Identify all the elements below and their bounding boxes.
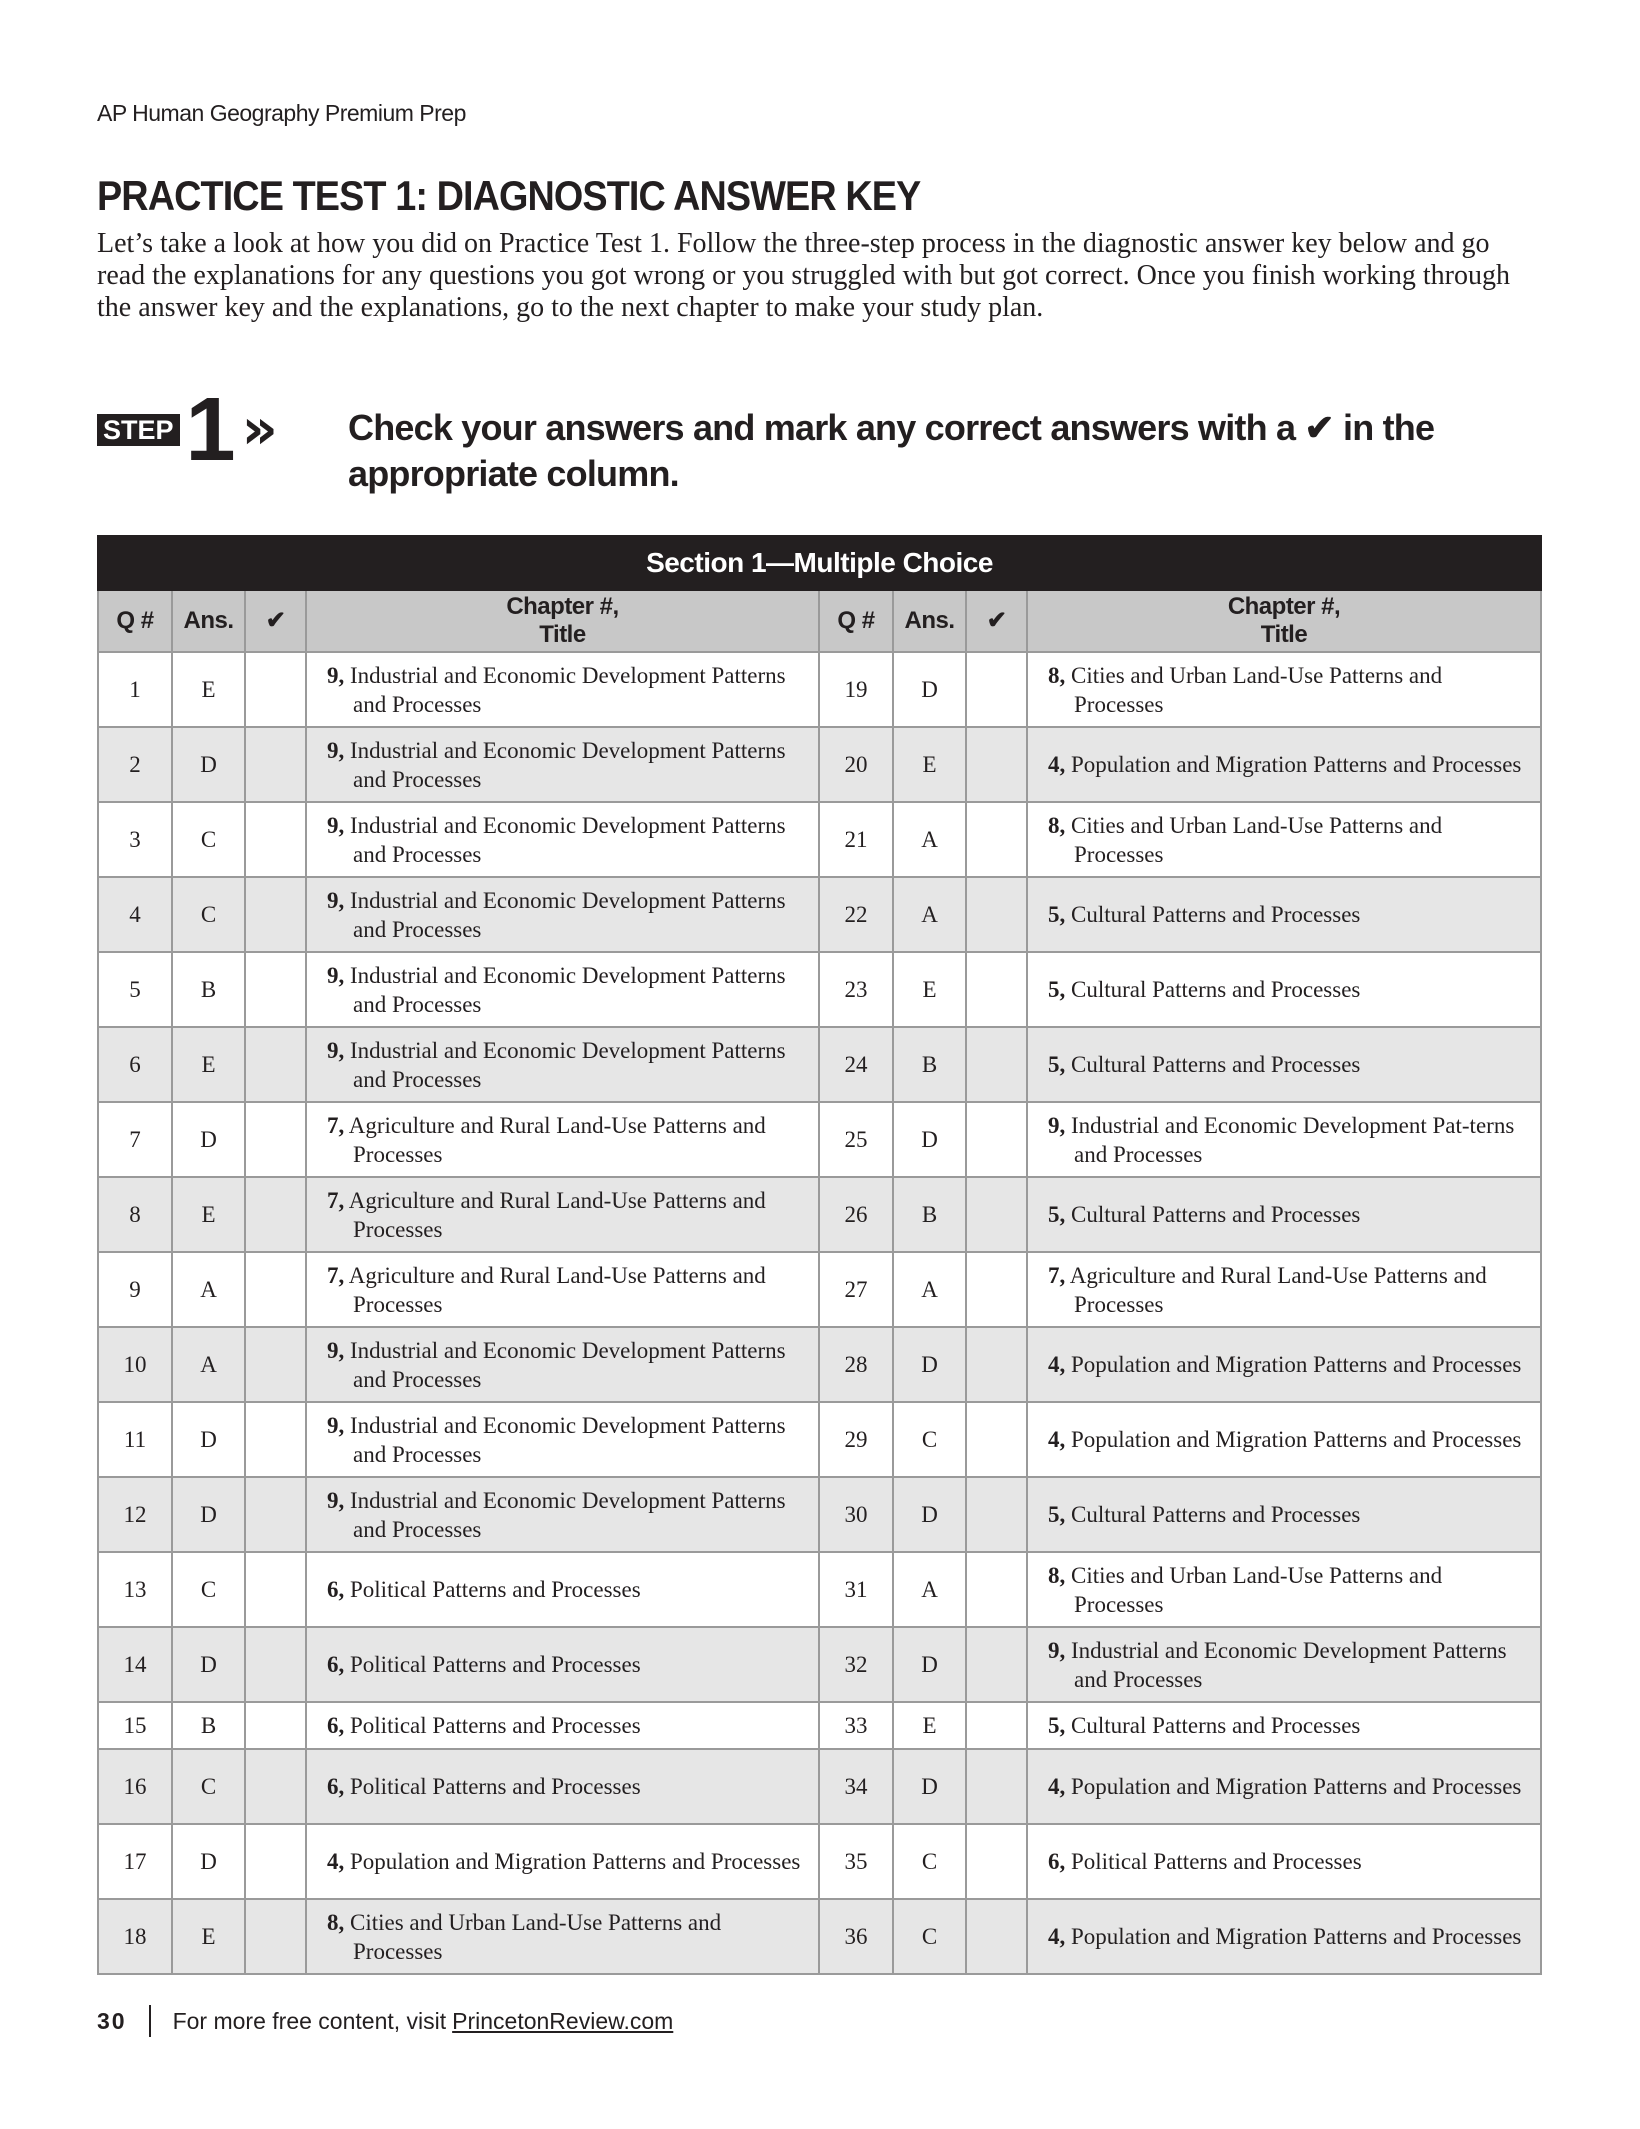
chapter-title: Agriculture and Rural Land-Use Patterns and Processes (348, 1112, 766, 1167)
chapter-entry (1048, 1111, 1524, 1169)
chapter-entry (327, 1411, 802, 1469)
chapter-number: 9, (327, 662, 345, 688)
chapter-entry (327, 1186, 802, 1244)
chapter-entry (1048, 750, 1524, 779)
chapter-number: 6, (327, 1774, 345, 1799)
question-number: 31 (819, 1552, 893, 1627)
chapter-number: 5, (1048, 1202, 1066, 1227)
chapter-title: Industrial and Economic Development Patterns and Processes (350, 962, 786, 1017)
question-number: 19 (819, 652, 893, 727)
chapter-title-cell (1027, 1252, 1541, 1327)
chapter-title-cell (306, 802, 819, 877)
check-cell[interactable] (245, 1027, 306, 1102)
chapter-entry (1048, 1711, 1524, 1740)
chapter-title: Cultural Patterns and Processes (1071, 902, 1361, 927)
answer-letter: D (172, 1102, 245, 1177)
check-cell[interactable] (245, 1702, 306, 1749)
q-header: Q # (819, 590, 893, 652)
chapter-title-cell (306, 1627, 819, 1702)
chapter-entry (327, 1575, 802, 1604)
chapter-entry (327, 886, 802, 944)
check-cell[interactable] (245, 1824, 306, 1899)
question-number: 32 (819, 1627, 893, 1702)
question-number: 13 (98, 1552, 172, 1627)
answer-letter: C (172, 1749, 245, 1824)
chapter-title-cell (1027, 1027, 1541, 1102)
chapter-number: 9, (1048, 1112, 1066, 1138)
question-number: 25 (819, 1102, 893, 1177)
check-cell[interactable] (966, 1702, 1027, 1749)
answer-letter: C (893, 1402, 966, 1477)
chapter-title-cell (306, 727, 819, 802)
chapter-number: 9, (327, 737, 345, 763)
question-number: 15 (98, 1702, 172, 1749)
chapter-title: Industrial and Economic Development Patterns and Processes (350, 1412, 786, 1467)
chapter-title-cell (306, 1027, 819, 1102)
chapter-entry (1048, 900, 1524, 929)
page-title: PRACTICE TEST 1: DIAGNOSTIC ANSWER KEY (97, 172, 921, 219)
question-number: 33 (819, 1702, 893, 1749)
chapter-title-cell (1027, 652, 1541, 727)
chapter-entry (327, 1261, 802, 1319)
answer-letter: D (893, 1749, 966, 1824)
princeton-review-link[interactable]: PrincetonReview.com (452, 2007, 674, 2034)
check-cell[interactable] (245, 727, 306, 802)
answer-letter: E (893, 1702, 966, 1749)
chapter-title: Industrial and Economic Development Patterns and Processes (350, 662, 786, 717)
answer-letter: E (893, 727, 966, 802)
answer-letter: A (893, 877, 966, 952)
check-cell[interactable] (245, 952, 306, 1027)
chapter-number: 4, (1048, 1924, 1066, 1949)
chapter-number: 5, (1048, 1713, 1066, 1738)
chapter-number: 9, (327, 962, 345, 988)
chapter-title-cell (306, 1702, 819, 1749)
question-number: 26 (819, 1177, 893, 1252)
answer-letter: D (893, 1627, 966, 1702)
chapter-title: Population and Migration Patterns and Processes (1071, 1924, 1522, 1949)
check-cell[interactable] (245, 1327, 306, 1402)
chapter-header (306, 590, 819, 652)
chapter-title-cell (1027, 1552, 1541, 1627)
chapter-title-cell (1027, 952, 1541, 1027)
check-cell[interactable] (966, 1824, 1027, 1899)
answer-letter: E (172, 1027, 245, 1102)
step-number: 1 (185, 380, 236, 480)
answer-letter: C (172, 802, 245, 877)
table-row (98, 1177, 1541, 1252)
double-chevron-icon: » (241, 397, 278, 462)
table-row (98, 1627, 1541, 1702)
chapter-entry (327, 1847, 802, 1876)
question-number: 1 (98, 652, 172, 727)
chapter-title: Cities and Urban Land-Use Patterns and Processes (1071, 662, 1443, 717)
chapter-number: 7, (1048, 1262, 1066, 1288)
answer-letter: B (893, 1177, 966, 1252)
chapter-number: 9, (327, 887, 345, 913)
chapter-number: 8, (1048, 1562, 1066, 1588)
chapter-title-cell (306, 1177, 819, 1252)
check-cell[interactable] (966, 952, 1027, 1027)
answer-letter: C (893, 1899, 966, 1974)
chapter-entry (1048, 1261, 1524, 1319)
table-row (98, 1402, 1541, 1477)
footer-divider (149, 2005, 151, 2037)
chapter-title-cell (1027, 1327, 1541, 1402)
check-cell[interactable] (966, 1749, 1027, 1824)
chapter-number: 4, (1048, 1774, 1066, 1799)
chapter-title: Industrial and Economic Development Patterns and Processes (1071, 1637, 1507, 1692)
question-number: 28 (819, 1327, 893, 1402)
chapter-title: Cultural Patterns and Processes (1071, 1502, 1361, 1527)
chapter-title: Cities and Urban Land-Use Patterns and Processes (1071, 812, 1443, 867)
table-row (98, 1824, 1541, 1899)
chapter-number: 9, (327, 812, 345, 838)
answer-letter: B (893, 1027, 966, 1102)
check-cell[interactable] (966, 1552, 1027, 1627)
chapter-title-cell (1027, 1177, 1541, 1252)
chapter-entry (1048, 1050, 1524, 1079)
answer-letter: B (172, 952, 245, 1027)
check-cell[interactable] (966, 1102, 1027, 1177)
chapter-entry (327, 961, 802, 1019)
chapter-entry (1048, 1561, 1524, 1619)
chapter-number: 6, (327, 1577, 345, 1602)
question-number: 17 (98, 1824, 172, 1899)
chapter-title-cell (306, 1402, 819, 1477)
chapter-title-cell (306, 1749, 819, 1824)
table-row (98, 1749, 1541, 1824)
chapter-title-cell (1027, 802, 1541, 877)
intro-paragraph: Let’s take a look at how you did on Practice Test 1. Follow the three-step process in the diagnostic answer key below and go read the explanations for any questions you got wrong or you struggled with but got correct. Once you finish working through the answer key and the explanations, go to the next chapter to make your study plan. (97, 228, 1510, 323)
chapter-entry (327, 661, 802, 719)
chapter-number: 4, (327, 1849, 345, 1874)
question-number: 24 (819, 1027, 893, 1102)
chapter-entry (1048, 1350, 1524, 1379)
check-cell[interactable] (245, 1177, 306, 1252)
chapter-title: Industrial and Economic Development Patterns and Processes (350, 1487, 786, 1542)
chapter-number: 5, (1048, 1052, 1066, 1077)
chapter-entry (327, 1650, 802, 1679)
chapter-title-cell (1027, 1702, 1541, 1749)
chapter-title-cell (306, 952, 819, 1027)
table-row (98, 877, 1541, 952)
chapter-number: 9, (327, 1487, 345, 1513)
table-row (98, 727, 1541, 802)
chapter-entry (327, 1908, 802, 1966)
chapter-number: 6, (327, 1652, 345, 1677)
chapter-entry (1048, 975, 1524, 1004)
check-cell[interactable] (966, 727, 1027, 802)
chapter-number: 4, (1048, 1427, 1066, 1452)
chapter-header-line2: Title (539, 621, 586, 648)
question-number: 10 (98, 1327, 172, 1402)
chapter-number: 9, (327, 1337, 345, 1363)
check-cell[interactable] (966, 1027, 1027, 1102)
chapter-header-line1: Chapter #, (1227, 593, 1341, 620)
table-row (98, 952, 1541, 1027)
chapter-title-cell (306, 1477, 819, 1552)
chapter-header-line1: Chapter #, (506, 593, 619, 620)
check-cell[interactable] (245, 1627, 306, 1702)
question-number: 7 (98, 1102, 172, 1177)
chapter-title-cell (1027, 1824, 1541, 1899)
table-row (98, 1552, 1541, 1627)
answer-key-table (97, 535, 1542, 1975)
chapter-header-line2: Title (1260, 621, 1308, 648)
footer (97, 2005, 1540, 2037)
check-cell[interactable] (966, 802, 1027, 877)
answer-header: Ans. (893, 590, 966, 652)
question-number: 22 (819, 877, 893, 952)
chapter-number: 9, (327, 1037, 345, 1063)
chapter-entry (1048, 661, 1524, 719)
check-cell[interactable] (245, 1899, 306, 1974)
chapter-title: Industrial and Economic Development Patterns and Processes (350, 737, 786, 792)
table-row (98, 802, 1541, 877)
chapter-title: Cultural Patterns and Processes (1071, 977, 1361, 1002)
answer-letter: A (172, 1252, 245, 1327)
section-title: Section 1—Multiple Choice (98, 536, 1541, 590)
chapter-number: 7, (327, 1187, 345, 1213)
chapter-number: 8, (327, 1909, 345, 1935)
chapter-title: Population and Migration Patterns and Processes (1071, 1352, 1522, 1377)
question-number: 8 (98, 1177, 172, 1252)
chapter-title: Population and Migration Patterns and Processes (350, 1849, 801, 1874)
answer-letter: D (893, 1102, 966, 1177)
table-row (98, 1702, 1541, 1749)
question-number: 18 (98, 1899, 172, 1974)
footer-text: For more free content, visit (172, 2007, 447, 2034)
chapter-number: 5, (1048, 902, 1066, 927)
question-number: 9 (98, 1252, 172, 1327)
check-cell[interactable] (966, 1177, 1027, 1252)
answer-letter: D (172, 1824, 245, 1899)
check-header: ✔ (966, 590, 1027, 652)
question-number: 3 (98, 802, 172, 877)
chapter-title-cell (306, 1102, 819, 1177)
chapter-title: Political Patterns and Processes (1071, 1849, 1362, 1874)
question-number: 11 (98, 1402, 172, 1477)
chapter-number: 6, (327, 1713, 345, 1738)
chapter-number: 7, (327, 1112, 345, 1138)
chapter-number: 5, (1048, 1502, 1066, 1527)
chapter-number: 4, (1048, 752, 1066, 777)
chapter-title-cell (1027, 1102, 1541, 1177)
running-head: AP Human Geography Premium Prep (97, 100, 466, 126)
answer-letter: E (172, 652, 245, 727)
chapter-title: Agriculture and Rural Land-Use Patterns and Processes (1069, 1262, 1487, 1317)
chapter-entry (327, 1772, 802, 1801)
question-number: 23 (819, 952, 893, 1027)
question-number: 29 (819, 1402, 893, 1477)
answer-letter: C (172, 877, 245, 952)
table-row (98, 1327, 1541, 1402)
question-number: 5 (98, 952, 172, 1027)
chapter-title-cell (306, 1899, 819, 1974)
step-instruction: Check your answers and mark any correct answers with a ✔ in the appropriate column. (348, 407, 1435, 494)
chapter-title: Industrial and Economic Development Patterns and Processes (350, 1037, 786, 1092)
page-number: 30 (97, 2007, 127, 2034)
check-cell[interactable] (245, 1402, 306, 1477)
chapter-title: Political Patterns and Processes (350, 1713, 641, 1738)
answer-letter: E (172, 1177, 245, 1252)
question-number: 30 (819, 1477, 893, 1552)
answer-letter: A (893, 1552, 966, 1627)
check-cell[interactable] (966, 1627, 1027, 1702)
chapter-title-cell (1027, 877, 1541, 952)
table-row (98, 1899, 1541, 1974)
chapter-number: 8, (1048, 812, 1066, 838)
chapter-title: Cultural Patterns and Processes (1071, 1713, 1361, 1738)
chapter-title: Agriculture and Rural Land-Use Patterns and Processes (348, 1262, 766, 1317)
check-cell[interactable] (245, 1749, 306, 1824)
chapter-title: Population and Migration Patterns and Processes (1071, 1774, 1522, 1799)
answer-letter: A (893, 802, 966, 877)
chapter-title-cell (306, 877, 819, 952)
chapter-title: Cities and Urban Land-Use Patterns and Processes (1071, 1562, 1443, 1617)
chapter-title: Cultural Patterns and Processes (1071, 1052, 1361, 1077)
chapter-entry (327, 1111, 802, 1169)
chapter-title-cell (306, 1327, 819, 1402)
check-cell[interactable] (966, 1899, 1027, 1974)
question-number: 36 (819, 1899, 893, 1974)
answer-letter: C (893, 1824, 966, 1899)
chapter-number: 6, (1048, 1849, 1066, 1874)
chapter-title: Industrial and Economic Development Pat-terns and Processes (1071, 1112, 1515, 1167)
chapter-number: 4, (1048, 1352, 1066, 1377)
chapter-title-cell (306, 1824, 819, 1899)
check-cell[interactable] (245, 1477, 306, 1552)
answer-header: Ans. (172, 590, 245, 652)
table-row (98, 1102, 1541, 1177)
check-cell[interactable] (966, 1327, 1027, 1402)
answer-letter: A (893, 1252, 966, 1327)
step-label: STEP (97, 414, 180, 446)
check-cell[interactable] (245, 877, 306, 952)
answer-letter: A (172, 1327, 245, 1402)
table-row (98, 652, 1541, 727)
chapter-entry (1048, 1200, 1524, 1229)
answer-letter: D (172, 1402, 245, 1477)
check-header: ✔ (245, 590, 306, 652)
table-row (98, 1027, 1541, 1102)
check-cell[interactable] (245, 1252, 306, 1327)
question-number: 6 (98, 1027, 172, 1102)
answer-letter: C (172, 1552, 245, 1627)
check-cell[interactable] (245, 802, 306, 877)
chapter-title-cell (306, 1552, 819, 1627)
chapter-title-cell (306, 1252, 819, 1327)
chapter-title: Industrial and Economic Development Patterns and Processes (350, 812, 786, 867)
chapter-entry (327, 1486, 802, 1544)
chapter-title: Political Patterns and Processes (350, 1577, 641, 1602)
question-number: 4 (98, 877, 172, 952)
question-number: 12 (98, 1477, 172, 1552)
chapter-number: 9, (327, 1412, 345, 1438)
check-cell[interactable] (245, 1102, 306, 1177)
table-row (98, 1252, 1541, 1327)
chapter-number: 9, (1048, 1637, 1066, 1663)
chapter-title: Political Patterns and Processes (350, 1652, 641, 1677)
chapter-entry (1048, 1922, 1524, 1951)
answer-letter: D (893, 652, 966, 727)
answer-letter: E (172, 1899, 245, 1974)
chapter-title: Industrial and Economic Development Patterns and Processes (350, 887, 786, 942)
chapter-title: Agriculture and Rural Land-Use Patterns and Processes (348, 1187, 766, 1242)
chapter-title-cell (1027, 727, 1541, 802)
step-badge (97, 380, 278, 480)
question-number: 35 (819, 1824, 893, 1899)
check-cell[interactable] (245, 652, 306, 727)
chapter-title: Cities and Urban Land-Use Patterns and Processes (350, 1909, 722, 1964)
chapter-title-cell (306, 652, 819, 727)
chapter-entry (327, 1336, 802, 1394)
check-cell[interactable] (966, 1402, 1027, 1477)
question-number: 27 (819, 1252, 893, 1327)
chapter-number: 5, (1048, 977, 1066, 1002)
table-row (98, 1477, 1541, 1552)
chapter-entry (327, 811, 802, 869)
chapter-title-cell (1027, 1477, 1541, 1552)
question-number: 34 (819, 1749, 893, 1824)
chapter-entry (1048, 1636, 1524, 1694)
answer-letter: D (893, 1327, 966, 1402)
answer-letter: D (893, 1477, 966, 1552)
chapter-entry (327, 736, 802, 794)
chapter-title-cell (1027, 1899, 1541, 1974)
answer-letter: D (172, 727, 245, 802)
table-and-footer (97, 535, 1540, 2037)
check-cell[interactable] (966, 652, 1027, 727)
chapter-entry (1048, 1425, 1524, 1454)
check-cell[interactable] (966, 1252, 1027, 1327)
chapter-header (1027, 590, 1541, 652)
chapter-entry (1048, 1772, 1524, 1801)
chapter-title: Industrial and Economic Development Patterns and Processes (350, 1337, 786, 1392)
question-number: 14 (98, 1627, 172, 1702)
check-cell[interactable] (245, 1552, 306, 1627)
chapter-title: Cultural Patterns and Processes (1071, 1202, 1361, 1227)
answer-letter: B (172, 1702, 245, 1749)
q-header: Q # (98, 590, 172, 652)
question-number: 2 (98, 727, 172, 802)
chapter-title-cell (1027, 1749, 1541, 1824)
chapter-title: Population and Migration Patterns and Processes (1071, 752, 1522, 777)
chapter-title-cell (1027, 1402, 1541, 1477)
chapter-number: 7, (327, 1262, 345, 1288)
question-number: 20 (819, 727, 893, 802)
chapter-number: 8, (1048, 662, 1066, 688)
check-cell[interactable] (966, 1477, 1027, 1552)
answer-letter: D (172, 1627, 245, 1702)
chapter-entry (1048, 1500, 1524, 1529)
chapter-entry (1048, 1847, 1524, 1876)
question-number: 16 (98, 1749, 172, 1824)
chapter-entry (327, 1711, 802, 1740)
chapter-entry (327, 1036, 802, 1094)
chapter-entry (1048, 811, 1524, 869)
chapter-title-cell (1027, 1627, 1541, 1702)
chapter-title: Population and Migration Patterns and Processes (1071, 1427, 1522, 1452)
question-number: 21 (819, 802, 893, 877)
chapter-title: Political Patterns and Processes (350, 1774, 641, 1799)
check-cell[interactable] (966, 877, 1027, 952)
answer-letter: D (172, 1477, 245, 1552)
answer-letter: E (893, 952, 966, 1027)
